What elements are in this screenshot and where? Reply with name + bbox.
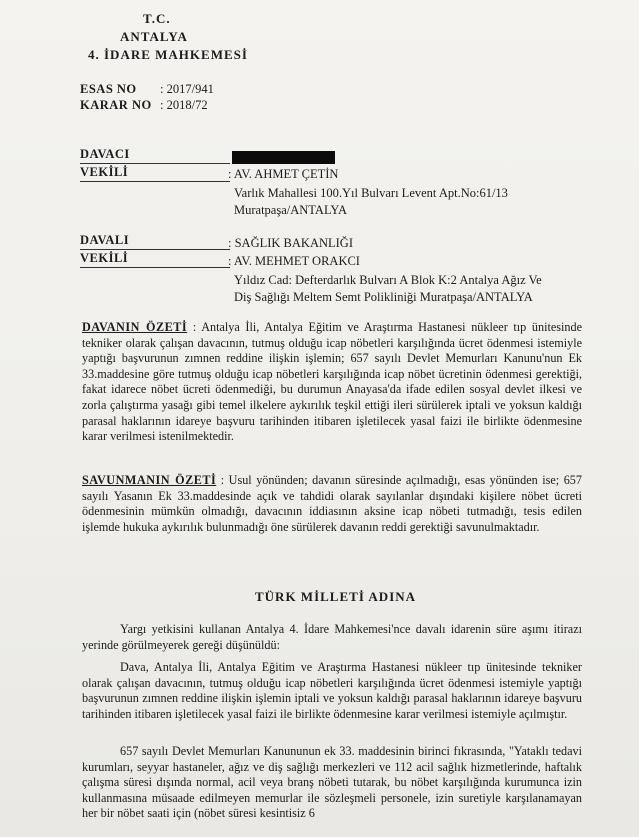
davaci-label: DAVACI bbox=[80, 147, 130, 161]
header-city: ANTALYA bbox=[120, 29, 188, 44]
davaci-address-line2: Muratpaşa/ANTALYA bbox=[234, 203, 348, 217]
davali-value: : SAĞLIK BAKANLIĞI bbox=[228, 236, 353, 250]
karar-label: KARAR NO bbox=[80, 98, 152, 112]
davaci-underline bbox=[80, 163, 230, 164]
defense-text: : Usul yönünden; davanın süresinde açılmadığı, esas yönünden ise; 657 sayılı Yasanın Ek 33.maddesinde açık ve tahdidi olarak sayılanlar dışındaki kişilere nöbet ücreti ödenmesinin mümkün olmadığı, davacının iddiasının aksine icap nöbeti tutmadığı, tesis edilen işlemde hukuka aykırılık bulunmadığı öne sürülerek davanın reddi gerektiği savunulmaktadır. bbox=[82, 473, 582, 534]
davali-label: DAVALI bbox=[80, 233, 130, 247]
redacted-name bbox=[232, 151, 335, 164]
davaci-vekili-underline bbox=[80, 181, 230, 182]
davali-underline bbox=[80, 249, 230, 250]
header-court: 4. İDARE MAHKEMESİ bbox=[88, 47, 248, 62]
davali-vekili-label: VEKİLİ bbox=[80, 251, 129, 265]
defense-paragraph bbox=[82, 473, 582, 535]
defense-heading: SAVUNMANIN ÖZETİ bbox=[82, 473, 217, 487]
karar-value: : 2018/72 bbox=[160, 98, 208, 112]
header-tc: T.C. bbox=[143, 11, 171, 26]
verdict-paragraph-2: Dava, Antalya İli, Antalya Eğitim ve Araştırma Hastanesi nükleer tıp ünitesinde tekniker olarak çalışan davacının, tutmuş olduğu icap nöbetleri karşılığında ücret ödenmesi istemiyle yaptığı başvurunun zımnen reddine ilişkin işlemin iptali ve yoksun kaldığı parasal haklarının idareye başvuru tarihinden itibaren işletilecek yasal faizi ile birlikte ödenmesine karar verilmesi istemiyle açılmıştır. bbox=[82, 660, 582, 721]
verdict-paragraph-1: Yargı yetkisini kullanan Antalya 4. İdare Mahkemesi'nce davalı idarenin süre aşımı itirazı yerinde görülmeyerek gereği düşünüldü: bbox=[82, 622, 582, 652]
verdict-title: TÜRK MİLLETİ ADINA bbox=[255, 589, 417, 604]
summary-text: : Antalya İli, Antalya Eğitim ve Araştırma Hastanesi nükleer tıp ünitesinde tekniker olarak çalışan davacının, tutmuş olduğu icap nöbetleri karşılığında ücret ödenmesi istemiyle yaptığı başvurunun zımnen reddine ilişkin işlemin; 657 sayılı Devlet Memurları Kanunu'nun Ek 33.maddesine göre tutmuş olduğu icap nöbetleri karşılığında icap nöbet ücretinin ödenmesi gerektiği, fakat idarece nöbet ücreti ödenmediği, bu durumun Anayasa'da ifade edilen sosyal devlet ilkesi ve zorla çalıştırma yasağı gibi temel ilkelere aykırılık teşkil ettiği ileri sürülerek iptali ve yoksun kaldığı parasal haklarının idareye başvuru tarihinden itibaren işletilecek yasal faizi ile birlikte ödenmesine karar verilmesi istenilmektedir. bbox=[82, 320, 583, 444]
summary-heading: DAVANIN ÖZETİ bbox=[82, 320, 188, 334]
davali-vekili-underline bbox=[80, 267, 230, 268]
esas-value: : 2017/941 bbox=[160, 82, 214, 96]
davali-address-line1: Yıldız Cad: Defterdarlık Bulvarı A Blok K:2 Antalya Ağız Ve bbox=[234, 273, 542, 287]
davali-vekil-name: : AV. MEHMET ORAKCI bbox=[228, 254, 360, 268]
verdict-paragraph-3: 657 sayılı Devlet Memurları Kanununun ek 33. maddesinin birinci fıkrasında, "Yataklı tedavi kurumları, seyyar hastaneler, ağız ve diş sağlığı merkezleri ve 112 acil sağlık hizmetlerinde, haftalık çalışma süresi dışında normal, acil veya branş nöbeti tutarak, bu nöbet karşılığında kurumunca izin kullanmasına müsaade edilmeyen memurlar ile sözleşmeli personele, izin suretiyle karşılanamayan her bir nöbet saati için (nöbet süresi kesintisiz 6 bbox=[82, 744, 582, 821]
davaci-address-line1: Varlık Mahallesi 100.Yıl Bulvarı Levent Apt.No:61/13 bbox=[234, 186, 508, 200]
davaci-vekili-label: VEKİLİ bbox=[80, 165, 129, 179]
summary-paragraph bbox=[82, 320, 582, 445]
davali-address-line2: Diş Sağlığı Meltem Semt Polikliniği Muratpaşa/ANTALYA bbox=[234, 290, 533, 304]
davaci-vekil-name: : AV. AHMET ÇETİN bbox=[228, 167, 339, 181]
esas-label: ESAS NO bbox=[80, 82, 137, 96]
